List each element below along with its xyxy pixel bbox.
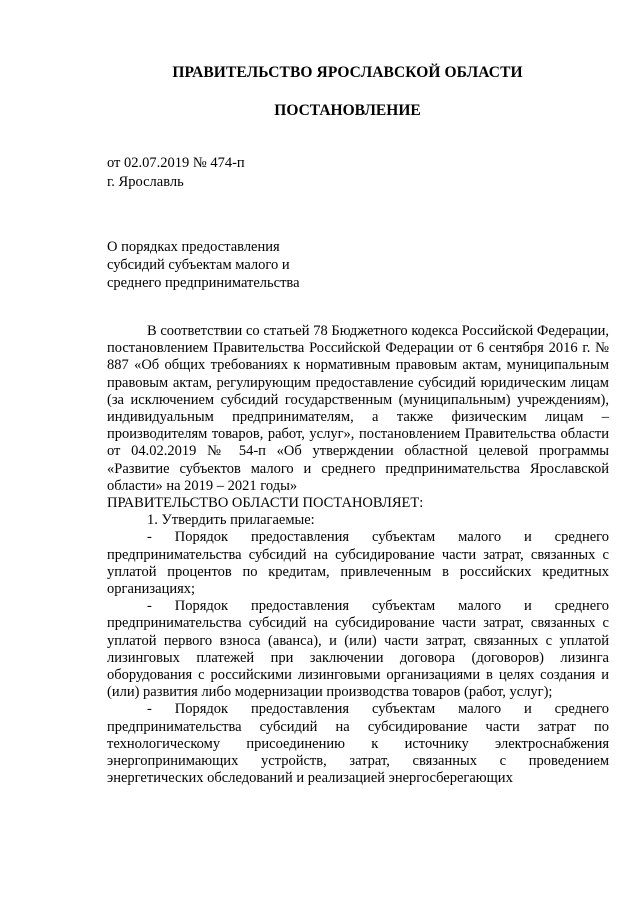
document-city: г. Ярославль <box>107 174 184 190</box>
subject-line: субсидий субъектам малого и <box>107 257 290 273</box>
list-item: - Порядок предоставления субъектам малого и среднего предпринимательства субсидий на субсидирование части затрат, связанных с уплатой процентов по кредитам, привлеченным в российских кредитных организациях; <box>107 529 609 598</box>
subject-line: О порядках предоставления <box>107 239 280 255</box>
document-type: ПОСТАНОВЛЕНИЕ <box>274 102 421 119</box>
subject-line: среднего предпринимательства <box>107 275 300 291</box>
document-subject <box>107 238 337 292</box>
item-1: 1. Утвердить прилагаемые: <box>147 512 315 529</box>
list-item: - Порядок предоставления субъектам малого и среднего предпринимательства субсидий на субсидирование части затрат по технологическому присоединению к источнику электроснабжения энергопринимающих устройств, затрат, связанных с проведением энергетических обследований и реализацией энергосберегающих <box>107 701 609 787</box>
document-meta <box>107 154 245 192</box>
preamble-paragraph: В соответствии со статьей 78 Бюджетного кодекса Российской Федерации, постановлением Правительства Российской Федерации от 6 сентября 2016 г. № 887 «Об общих требованиях к нормативным правовым актам, муниципальным правовым актам, регулирующим предоставление субсидий юридическим лицам (за исключением субсидий государственным (муниципальным) учреждениям), индивидуальным предпринимателям, а также физическим лицам – производителям товаров, работ, услуг», постановлением Правительства области от 04.02.2019 № 54-п «Об утверждении областной целевой программы «Развитие субъектов малого и среднего предпринимательства Ярославской области» на 2019 – 2021 годы» <box>107 323 609 494</box>
document-body <box>107 323 609 787</box>
government-title: ПРАВИТЕЛЬСТВО ЯРОСЛАВСКОЙ ОБЛАСТИ <box>172 64 523 81</box>
document-date-number: от 02.07.2019 № 474-п <box>107 155 245 171</box>
list-item: - Порядок предоставления субъектам малого и среднего предпринимательства субсидий на субсидирование части затрат, связанных с уплатой первого взноса (аванса), и (или) части затрат, связанных с уплатой лизинговых платежей при заключении договора (договоров) лизинга оборудования с российскими лизинговыми организациями в целях создания и (или) развития либо модернизации производства товаров (работ, услуг); <box>107 598 609 701</box>
decree-statement: ПРАВИТЕЛЬСТВО ОБЛАСТИ ПОСТАНОВЛЯЕТ: <box>107 495 424 512</box>
